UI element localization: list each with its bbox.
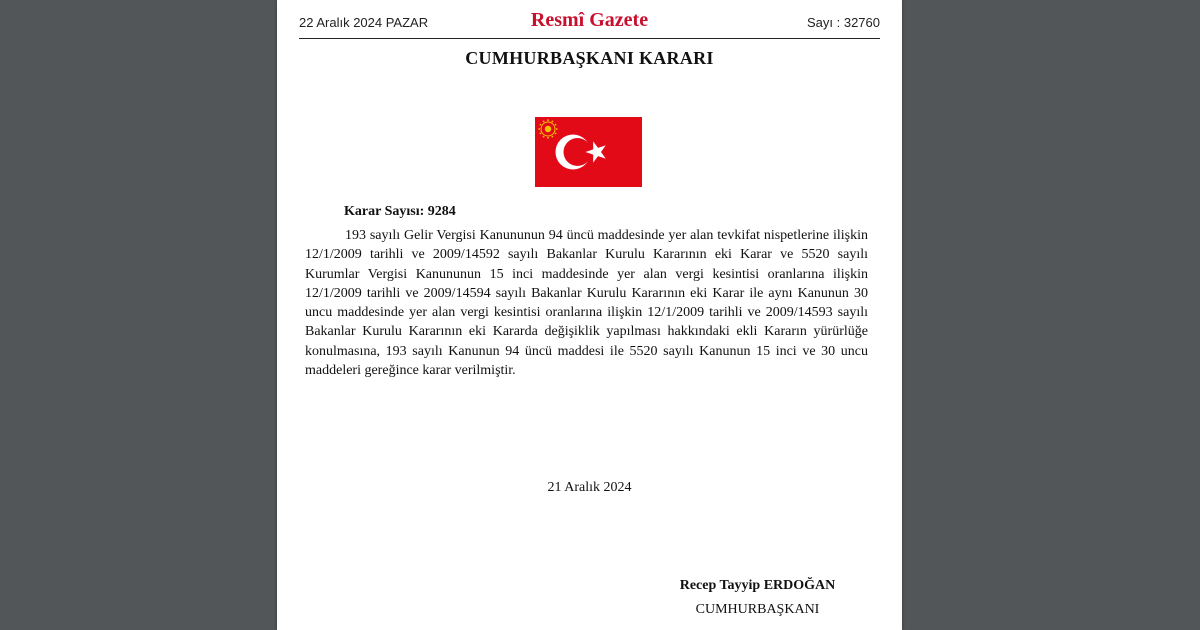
header-date: 22 Aralık 2024 PAZAR [299,15,429,30]
document-page [277,0,902,630]
issue-number: Sayı : 32760 [807,15,880,30]
signer-name: Recep Tayyip ERDOĞAN [679,578,836,593]
gazette-title: Resmî Gazete [530,9,649,31]
decree-heading: CUMHURBAŞKANI KARARI [465,48,714,68]
decree-date: 21 Aralık 2024 [547,480,632,495]
gazette-header [299,8,880,39]
decision-number: Karar Sayısı: 9284 [344,204,456,219]
signer-title: CUMHURBAŞKANI [695,602,820,617]
decree-body-text: 193 sayılı Gelir Vergisi Kanununun 94 üncü maddesinde yer alan tevkifat nispetlerine ilişkin 12/1/2009 tarihli ve 2009/14592 sayılı Bakanlar Kurulu Kararının eki Karar ve 5520 sayılı Kurumlar Vergisi Kanununun 15 inci maddesinde yer alan vergi kesintisi oranlarına ilişkin 12/1/2009 tarihli ve 2009/14594 sayılı Bakanlar Kurulu Kararının eki Karar ile aynı Kanunun 30 uncu maddesinde yer alan vergi kesintisi oranlarına ilişkin 12/1/2009 tarihli ve 2009/14593 sayılı Bakanlar Kurulu Kararının eki Kararda değişiklik yapılması hakkındaki ekli Kararın yürürlüğe konulmasına, 193 sayılı Kanunun 94 üncü maddesi ile 5520 sayılı Kanunun 15 inci ve 30 uncu maddeleri gereğince karar verilmiştir. [305,228,868,379]
turkish-flag-icon [535,117,642,187]
